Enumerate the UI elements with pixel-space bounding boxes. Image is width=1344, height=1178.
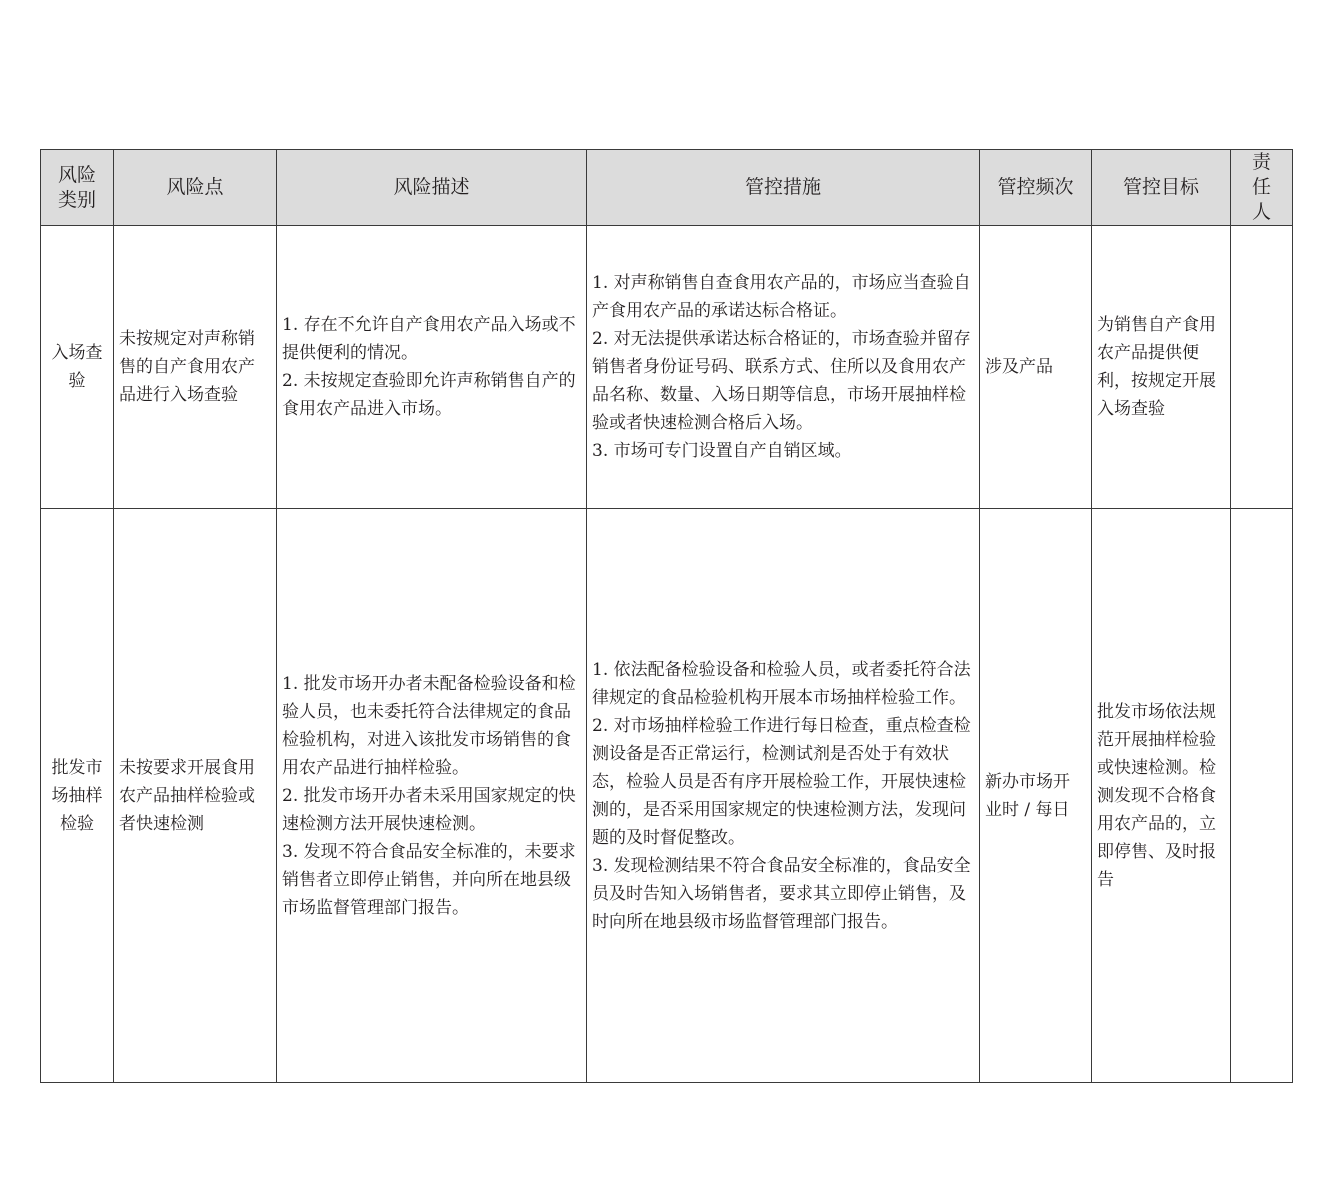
table-row xyxy=(41,509,1293,1083)
description-item: 1. 批发市场开办者未配备检验设备和检验人员，也未委托符合法律规定的食品检验机构，对进入该批发市场销售的食用农产品进行抽样检验。 xyxy=(282,673,576,778)
header-control-measures: 管控措施 xyxy=(587,150,980,226)
measure-item: 1. 依法配备检验设备和检验人员，或者委托符合法律规定的食品检验机构开展本市场抽样检验工作。 xyxy=(592,659,971,708)
risk-description-cell xyxy=(277,509,587,1083)
responsible-person-cell xyxy=(1231,509,1293,1083)
risk-control-table xyxy=(40,149,1293,1083)
measure-item: 3. 发现检测结果不符合食品安全标准的，食品安全员及时告知入场销售者，要求其立即停止销售，及时向所在地县级市场监督管理部门报告。 xyxy=(592,855,971,932)
measure-item: 1. 对声称销售自查食用农产品的，市场应当查验自产食用农产品的承诺达标合格证。 xyxy=(592,273,971,321)
description-item: 2. 批发市场开办者未采用国家规定的快速检测方法开展快速检测。 xyxy=(282,785,576,834)
risk-category-cell: 批发市场抽样检验 xyxy=(41,509,114,1083)
header-responsible-person: 责任人 xyxy=(1231,150,1293,226)
description-item: 1. 存在不允许自产食用农产品入场或不提供便利的情况。 xyxy=(282,315,576,363)
control-frequency-cell: 涉及产品 xyxy=(980,226,1092,509)
table-header-row xyxy=(41,150,1293,226)
control-target-cell: 批发市场依法规范开展抽样检验或快速检测。检测发现不合格食用农产品的，立即停售、及时报告 xyxy=(1092,509,1231,1083)
header-risk-point: 风险点 xyxy=(114,150,277,226)
control-measures-cell xyxy=(587,509,980,1083)
risk-category-cell: 入场查验 xyxy=(41,226,114,509)
description-item: 2. 未按规定查验即允许声称销售自产的食用农产品进入市场。 xyxy=(282,371,576,419)
control-target-cell: 为销售自产食用农产品提供便利，按规定开展入场查验 xyxy=(1092,226,1231,509)
header-control-target: 管控目标 xyxy=(1092,150,1231,226)
responsible-person-cell xyxy=(1231,226,1293,509)
measure-item: 2. 对无法提供承诺达标合格证的，市场查验并留存销售者身份证号码、联系方式、住所以及食用农产品名称、数量、入场日期等信息，市场开展抽样检验或者快速检测合格后入场。 xyxy=(592,329,971,433)
risk-point-cell: 未按要求开展食用农产品抽样检验或者快速检测 xyxy=(114,509,277,1083)
header-risk-description: 风险描述 xyxy=(277,150,587,226)
header-risk-category: 风险类别 xyxy=(41,150,114,226)
risk-point-cell: 未按规定对声称销售的自产食用农产品进行入场查验 xyxy=(114,226,277,509)
measure-item: 2. 对市场抽样检验工作进行每日检查，重点检查检测设备是否正常运行，检测试剂是否处于有效状态，检验人员是否有序开展检验工作，开展快速检测的，是否采用国家规定的快速检测方法，发现问题的及时督促整改。 xyxy=(592,715,971,848)
header-control-frequency: 管控频次 xyxy=(980,150,1092,226)
measure-item: 3. 市场可专门设置自产自销区域。 xyxy=(592,441,852,461)
risk-description-cell xyxy=(277,226,587,509)
description-item: 3. 发现不符合食品安全标准的，未要求销售者立即停止销售，并向所在地县级市场监督管理部门报告。 xyxy=(282,841,576,918)
table-row xyxy=(41,226,1293,509)
control-measures-cell xyxy=(587,226,980,509)
control-frequency-cell: 新办市场开业时 / 每日 xyxy=(980,509,1092,1083)
